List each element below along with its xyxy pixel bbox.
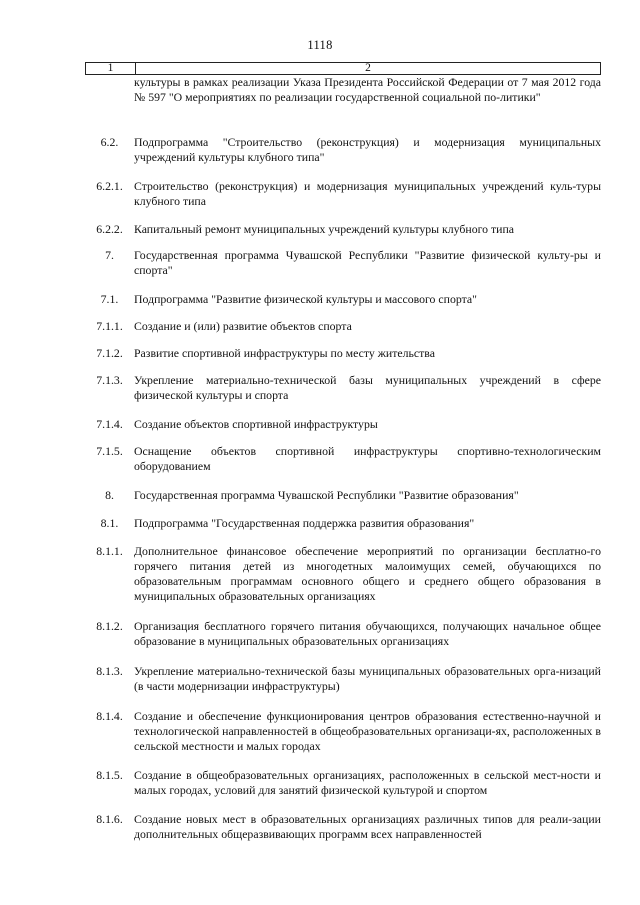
row-number: 7.1.3. [96, 373, 123, 387]
column-1-header: 1 [86, 63, 136, 74]
row-number: 6.2. [100, 135, 119, 149]
row-text: Создание объектов спортивной инфраструктуры [134, 417, 378, 431]
table-row [85, 179, 601, 209]
table-column-header [85, 62, 601, 75]
row-number: 7.1.2. [96, 346, 123, 360]
table-row [85, 248, 601, 278]
table-row [85, 516, 601, 531]
row-text: Государственная программа Чувашской Республики "Развитие образования" [134, 488, 519, 502]
table-row [85, 444, 601, 474]
row-text: Укрепление материально-технической базы муниципальных учреждений в сфере физической культуры и спорта [134, 373, 601, 402]
table-row [85, 664, 601, 694]
row-text: Дополнительное финансовое обеспечение мероприятий по организации бесплатно-го горячего питания детей из многодетных малоимущих семей, обучающихся по образовательным программам основного общего и среднего общего образования в муниципальных образовательных организациях [134, 544, 601, 603]
row-text: Укрепление материально-технической базы муниципальных образовательных орга-низаций (в части модернизации инфраструктуры) [134, 664, 601, 693]
row-number: 8.1.5. [96, 768, 123, 782]
table-row [85, 619, 601, 649]
row-text: Капитальный ремонт муниципальных учреждений культуры клубного типа [134, 222, 515, 236]
table-row [85, 544, 601, 604]
row-number: 8. [105, 488, 114, 502]
row-number: 8.1.2. [96, 619, 123, 633]
table-row [85, 417, 601, 432]
page-number: 1118 [307, 38, 333, 52]
row-text: Развитие спортивной инфраструктуры по месту жительства [134, 346, 435, 360]
row-text: Создание и (или) развитие объектов спорта [134, 319, 352, 333]
row-text: Создание и обеспечение функционирования центров образования естественно-научной и технологической направленностей в общеобразовательных организаци-ях, расположенных в сельской местности и малых городах [134, 709, 601, 753]
table-row [85, 292, 601, 307]
row-number: 7. [105, 248, 114, 262]
row-text: Организация бесплатного горячего питания обучающихся, получающих начальное общее образование в муниципальных образовательных организациях [134, 619, 601, 648]
table-row [85, 373, 601, 403]
table-row [85, 812, 601, 842]
row-number: 8.1. [100, 516, 119, 530]
row-text: Оснащение объектов спортивной инфраструктуры спортивно-технологическим оборудованием [134, 444, 601, 473]
table-row [85, 222, 601, 237]
row-number: 7.1. [100, 292, 119, 306]
row-number: 8.1.4. [96, 709, 123, 723]
table-row [85, 709, 601, 754]
row-text: Государственная программа Чувашской Республики "Развитие физической культу-ры и спорта" [134, 248, 601, 277]
table-row [85, 768, 601, 798]
row-number: 7.1.1. [96, 319, 123, 333]
row-number: 6.2.1. [96, 179, 123, 193]
row-number: 8.1.1. [96, 544, 123, 558]
row-number: 7.1.5. [96, 444, 123, 458]
table-row [85, 135, 601, 165]
column-2-header: 2 [365, 62, 371, 74]
table-row [85, 319, 601, 334]
table-row [85, 75, 601, 105]
table-row [85, 488, 601, 503]
row-number: 6.2.2. [96, 222, 123, 236]
row-text: Строительство (реконструкция) и модернизация муниципальных учреждений куль-туры клубного типа [134, 179, 601, 208]
row-text: культуры в рамках реализации Указа Президента Российской Федерации от 7 мая 2012 года № 597 "О мероприятиях по реализации государственной социальной по-литики" [134, 75, 601, 104]
row-text: Подпрограмма "Строительство (реконструкция) и модернизация муниципальных учреждений культуры клубного типа" [134, 135, 601, 164]
table-row [85, 346, 601, 361]
row-number: 8.1.3. [96, 664, 123, 678]
row-number: 8.1.6. [96, 812, 123, 826]
row-text: Создание новых мест в образовательных организациях различных типов для реали-зации дополнительных общеразвивающих программ всех направленностей [134, 812, 601, 841]
row-number: 7.1.4. [96, 417, 123, 431]
row-text: Подпрограмма "Развитие физической культуры и массового спорта" [134, 292, 477, 306]
row-text: Подпрограмма "Государственная поддержка развития образования" [134, 516, 475, 530]
row-text: Создание в общеобразовательных организациях, расположенных в сельской мест-ности и малых городах, условий для занятий физической культурой и спортом [134, 768, 601, 797]
